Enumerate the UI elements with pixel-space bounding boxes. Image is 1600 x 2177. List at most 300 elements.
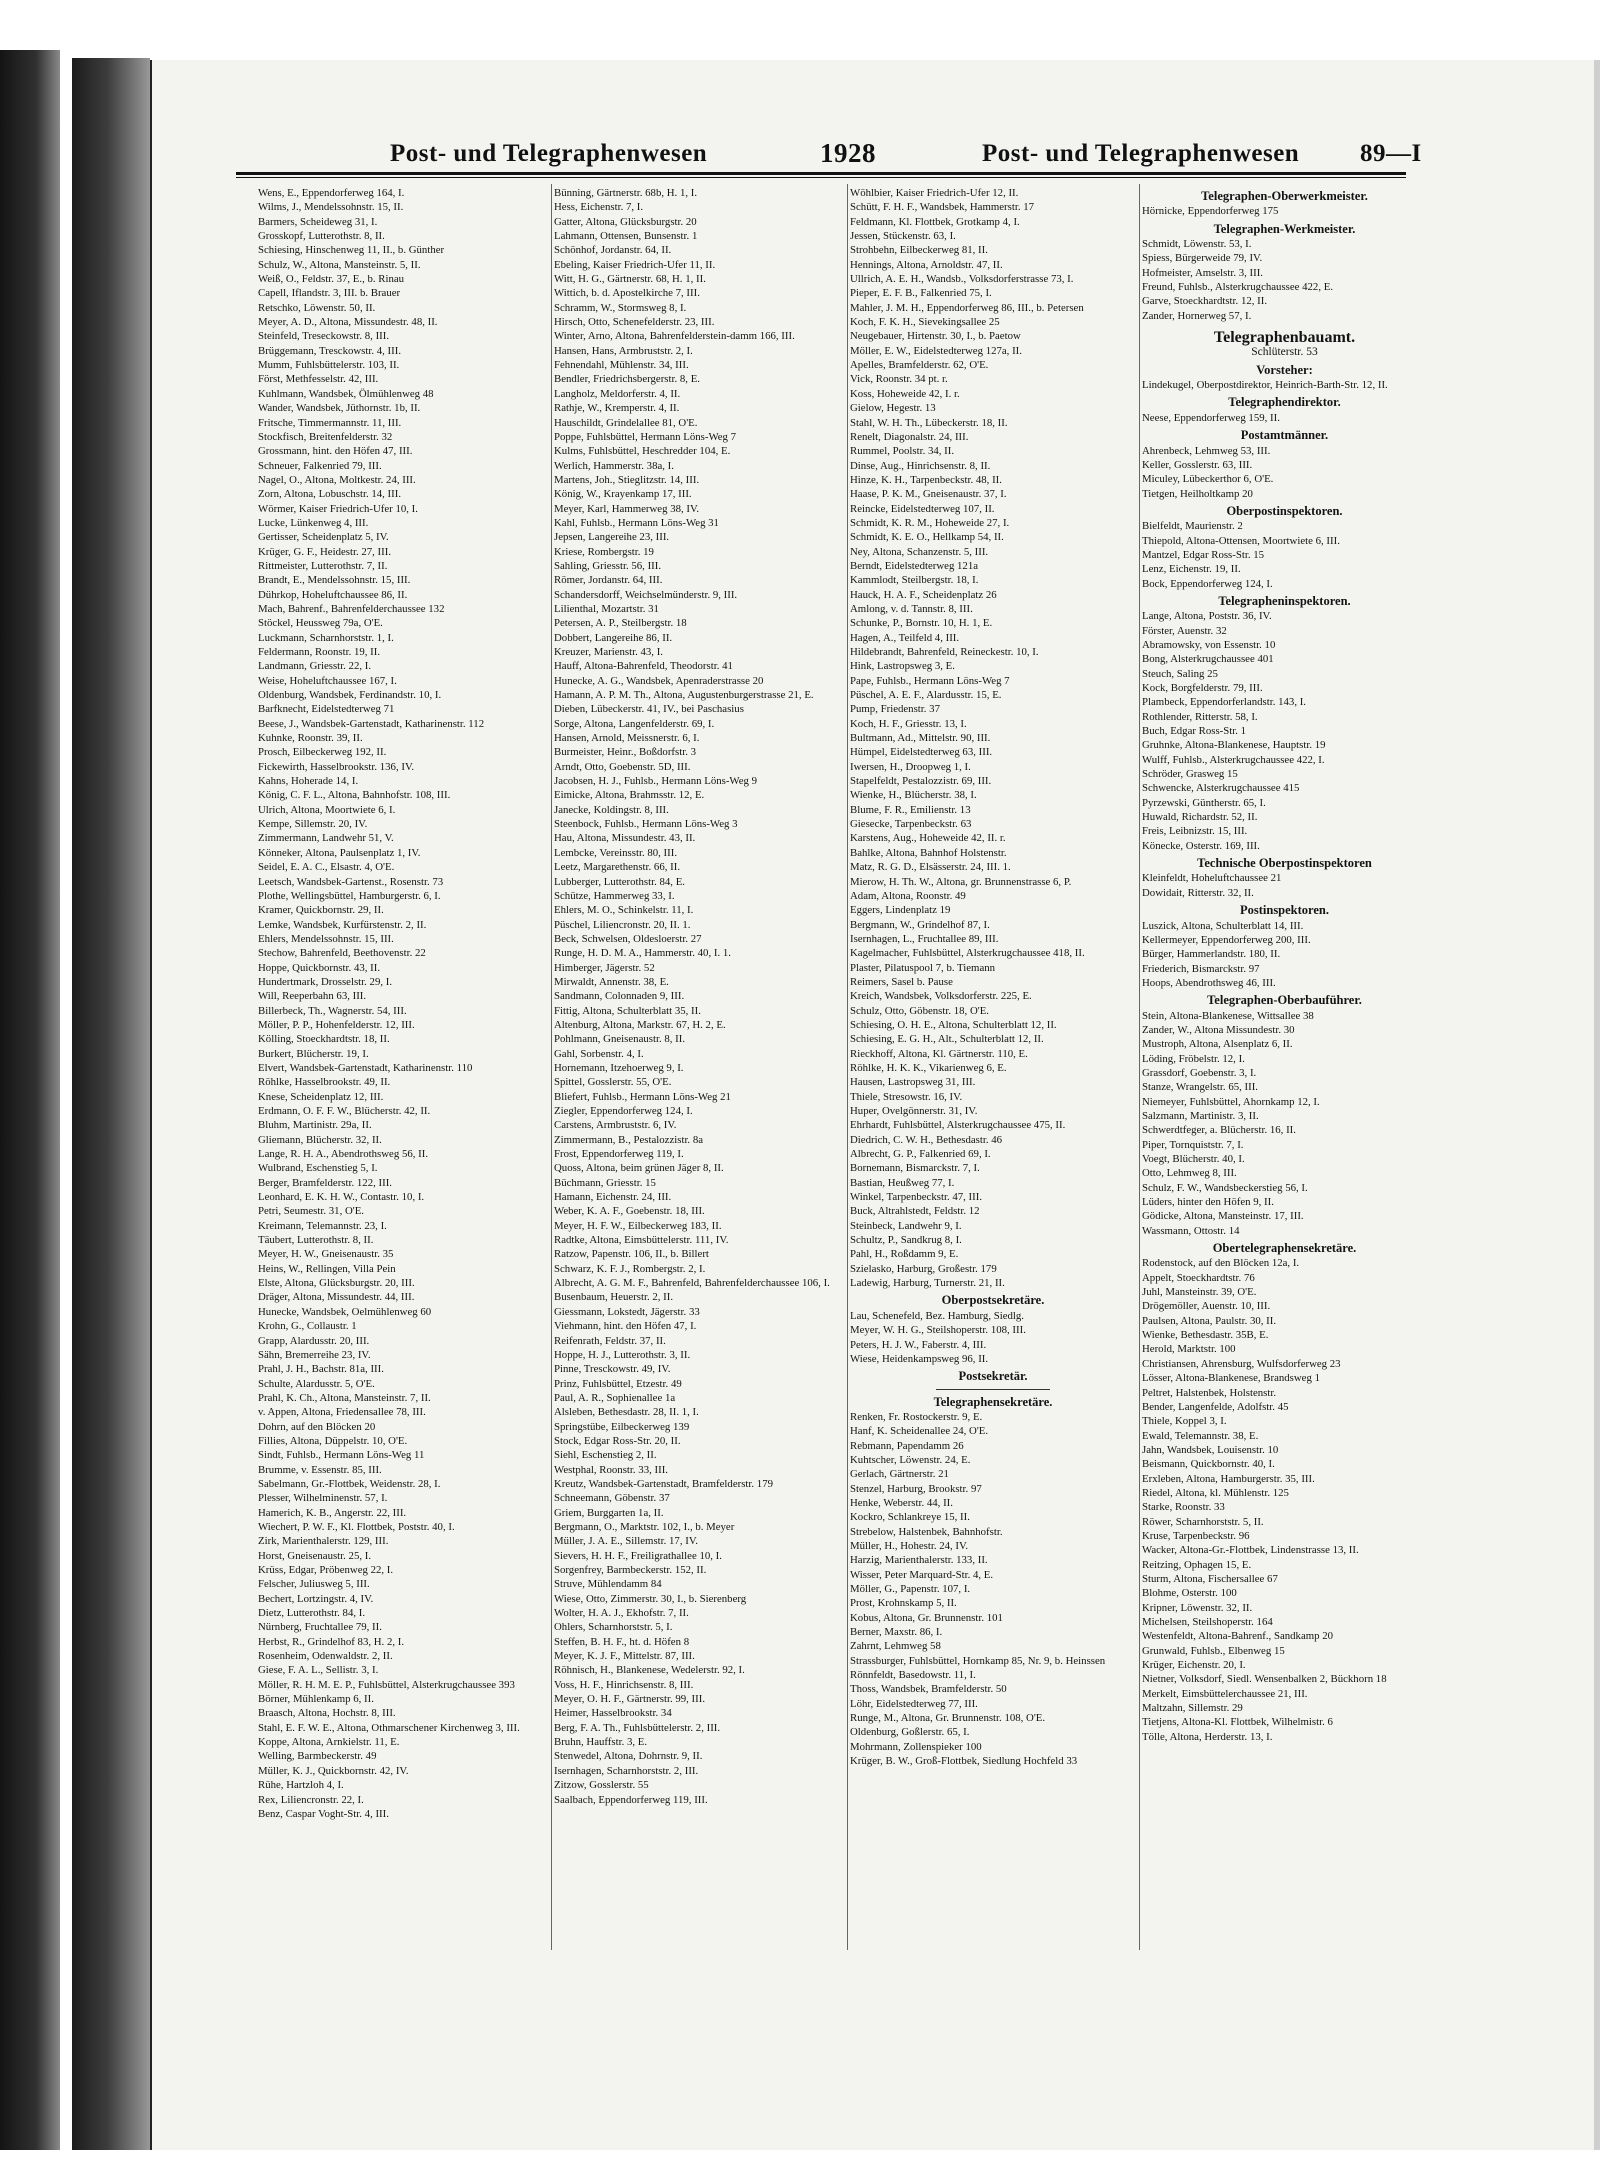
directory-entry: Thiepold, Altona-Ottensen, Moortwiete 6, III. [1142,534,1340,547]
directory-entry: Albrecht, G. P., Falkenried 69, I. [850,1148,991,1161]
directory-entry: Herold, Marktstr. 100 [1142,1343,1236,1356]
directory-entry: Pump, Friedenstr. 37 [850,703,940,716]
directory-column-1 [258,186,548,1966]
directory-entry: Billerbeck, Th., Wagnerstr. 54, III. [258,1004,407,1017]
section-heading: Telegraphendirektor. [1228,395,1341,410]
directory-entry: Grossmann, hint. den Höfen 47, III. [258,445,413,458]
directory-entry: Könecke, Osterstr. 169, III. [1142,839,1260,852]
directory-entry: Diedrich, C. W. H., Bethesdastr. 46 [850,1133,1003,1146]
directory-entry: Runge, M., Altona, Gr. Brunnenstr. 108, O'E. [850,1712,1046,1725]
directory-entry: Thoss, Wandsbek, Bramfelderstr. 50 [850,1683,1007,1696]
directory-entry: Wulff, Fuhlsb., Alsterkrugchaussee 422, I. [1142,753,1325,766]
directory-entry: Brüggemann, Tresckowstr. 4, III. [258,344,402,357]
directory-entry: Christiansen, Ahrensburg, Wulfsdorferweg 23 [1142,1357,1341,1370]
directory-entry: Müller, J. A. E., Sillemstr. 17, IV. [554,1535,698,1548]
directory-entry: Felscher, Juliusweg 5, III. [258,1578,370,1591]
directory-entry: Wienke, Bethesdastr. 35B, E. [1142,1329,1269,1342]
directory-entry: Röhlke, H. K. K., Vikarienweg 6, E. [850,1061,1007,1074]
section-heading: Postinspektoren. [1239,903,1329,918]
directory-entry: Hunecke, Wandsbek, Oelmühlenweg 60 [258,1305,432,1318]
directory-entry: Schmidt, K. R. M., Hoheweide 27, I. [850,516,1010,529]
directory-entry: Löhr, Eidelstedterweg 77, III. [850,1697,978,1710]
directory-entry: Ehlers, Mendelssohnstr. 15, III. [258,932,394,945]
directory-entry: Renken, Fr. Rostockerstr. 9, E. [850,1410,983,1423]
directory-entry: Radtke, Altona, Eimsbüttelerstr. 111, IV. [554,1234,729,1247]
directory-entry: Schulz, Otto, Göbenstr. 18, O'E. [850,1004,989,1017]
directory-entry: Wulbrand, Eschenstieg 5, I. [258,1162,378,1175]
directory-entry: Bong, Alsterkrugchaussee 401 [1142,653,1274,666]
directory-entry: Sorge, Altona, Langenfelderstr. 69, I. [554,717,715,730]
directory-entry: Runge, H. D. M. A., Hammerstr. 40, I. 1. [554,947,731,960]
directory-entry: Jessen, Stückenstr. 63, I. [850,230,956,243]
directory-entry: Seidel, E. A. C., Elsastr. 4, O'E. [258,861,395,874]
directory-entry: Janecke, Koldingstr. 8, III. [554,803,669,816]
directory-entry: Wassmann, Ottostr. 14 [1142,1224,1240,1237]
header-left-title: Post- und Telegraphenwesen [390,140,708,167]
directory-entry: Adam, Altona, Roonstr. 49 [850,889,966,902]
directory-entry: Bock, Eppendorferweg 124, I. [1142,577,1273,590]
directory-entry: Ahrenbeck, Lehmweg 53, III. [1142,444,1271,457]
directory-entry: Zitzow, Gosslerstr. 55 [554,1779,649,1792]
directory-entry: Albrecht, A. G. M. F., Bahrenfeld, Bahrenfelderchaussee 106, I. [554,1277,830,1290]
directory-entry: Prahl, K. Ch., Altona, Mansteinstr. 7, II. [258,1391,431,1404]
directory-entry: Hamann, A. P. M. Th., Altona, Augustenburgerstrasse 21, E. [554,689,814,702]
directory-entry: Bender, Langenfelde, Adolfstr. 45 [1142,1400,1289,1413]
directory-entry: Wörmer, Kaiser Friedrich-Ufer 10, I. [258,502,418,515]
directory-entry: Sandmann, Colonnaden 9, III. [554,990,685,1003]
directory-entry: Krüss, Edgar, Pröbenweg 22, I. [258,1564,394,1576]
directory-entry: Löding, Fröbelstr. 12, I. [1142,1052,1245,1065]
directory-entry: Voss, H. F., Hinrichsenstr. 8, III. [554,1678,694,1691]
directory-entry: Ewald, Telemannstr. 38, E. [1142,1429,1259,1442]
directory-entry: Wisser, Peter Marquard-Str. 4, E. [850,1568,994,1581]
directory-entry: Pahl, H., Roßdamm 9, E. [850,1248,959,1261]
page-shadow [72,58,150,2150]
directory-entry: Koss, Hoheweide 42, I. r. [850,387,960,400]
directory-entry: Kreich, Wandsbek, Volksdorferstr. 225, E. [850,990,1032,1003]
directory-entry: Sahling, Griesstr. 56, III. [554,559,662,572]
directory-entry: Hamann, Eichenstr. 24, III. [554,1191,672,1204]
directory-entry: Nagel, O., Altona, Moltkestr. 24, III. [258,473,416,486]
directory-entry: Amlong, v. d. Tannstr. 8, III. [850,602,973,615]
directory-entry: Iwersen, H., Droopweg 1, I. [850,760,971,773]
directory-entry: Mumm, Fuhlsbüttelerstr. 103, II. [258,359,400,372]
directory-entry: Bürger, Hammerlandstr. 180, II. [1142,948,1281,961]
directory-entry: Kulms, Fuhlsbüttel, Heschredder 104, E. [554,445,731,458]
directory-entry: Peters, H. J. W., Faberstr. 4, III. [850,1338,987,1351]
directory-entry: Leetsch, Wandsbek-Gartenst., Rosenstr. 73 [258,875,444,888]
directory-entry: Dohrn, auf den Blöcken 20 [258,1420,376,1433]
directory-entry: Koch, H. F., Griesstr. 13, I. [850,717,967,730]
directory-entry: Hauck, H. A. F., Scheidenplatz 26 [850,588,997,601]
directory-entry: Retschko, Löwenstr. 50, II. [258,301,376,314]
directory-entry: Heins, W., Rellingen, Villa Pein [258,1262,396,1275]
directory-entry: Stenwedel, Altona, Dohrnstr. 9, II. [554,1750,703,1763]
directory-entry: v. Appen, Altona, Friedensallee 78, III. [258,1406,426,1419]
directory-entry: Erxleben, Altona, Hamburgerstr. 35, III. [1142,1472,1315,1485]
directory-entry: Gliemann, Blücherstr. 32, II. [258,1133,382,1146]
directory-entry: Benz, Caspar Voght-Str. 4, III. [258,1807,389,1820]
directory-entry: Saalbach, Eppendorferweg 119, III. [554,1793,708,1806]
directory-entry: Zander, W., Altona Missundestr. 30 [1142,1023,1295,1036]
directory-entry: Hoppe, Quickbornstr. 43, II. [258,961,381,974]
directory-entry: Eggers, Lindenplatz 19 [850,904,951,917]
directory-entry: Bechert, Lortzingstr. 4, IV. [258,1592,374,1605]
directory-entry: Kölling, Stoeckhardtstr. 18, II. [258,1033,390,1046]
directory-entry: Buch, Edgar Ross-Str. 1 [1142,725,1247,738]
directory-entry: Meyer, W. H. G., Steilshoperstr. 108, III. [850,1324,1026,1337]
directory-entry: Püschel, Liliencronstr. 20, II. 1. [554,918,691,931]
directory-entry: Griem, Burggarten 1a, II. [554,1506,664,1519]
directory-entry: Lüders, hinter den Höfen 9, II. [1142,1196,1274,1209]
directory-entry: Eimicke, Altona, Brahmsstr. 12, E. [554,789,705,802]
directory-entry: Gödicke, Altona, Mansteinstr. 17, III. [1142,1210,1304,1223]
directory-entry: Röhnisch, H., Blankenese, Wedelerstr. 92, I. [554,1664,745,1677]
directory-entry: Grosskopf, Lutterothstr. 8, II. [258,230,385,243]
directory-entry: Pohlmann, Gneisenaustr. 8, II. [554,1033,686,1046]
directory-entry: Nürnberg, Fruchtallee 79, II. [258,1621,382,1634]
directory-entry: Berg, F. A. Th., Fuhlsbüttelerstr. 2, III. [554,1721,721,1734]
directory-entry: Kuhtscher, Löwenstr. 24, E. [850,1453,971,1466]
directory-entry: Ratzow, Papenstr. 106, II., b. Billert [554,1248,709,1261]
directory-entry: Bahlke, Altona, Bahnhof Holstenstr. [850,846,1007,859]
section-heading: Vorsteher: [1256,362,1313,377]
directory-entry: Reifenrath, Feldstr. 37, II. [554,1334,666,1347]
directory-entry: Hoops, Abendrothsweg 46, III. [1142,976,1276,989]
directory-entry: Giessmann, Lokstedt, Jägerstr. 33 [554,1305,700,1318]
directory-entry: Strassburger, Fuhlsbüttel, Hornkamp 85, Nr. 9, b. Heinssen [850,1654,1106,1667]
directory-entry: Wienke, H., Blücherstr. 38, I. [850,789,977,802]
directory-entry: Henke, Weberstr. 44, II. [850,1496,953,1509]
directory-entry: Wens, E., Eppendorferweg 164, I. [258,187,405,199]
directory-entry: Mierow, H. Th. W., Altona, gr. Brunnenstrasse 6, P. [850,875,1072,888]
directory-entry: Spittel, Gosslerstr. 55, O'E. [554,1076,672,1089]
directory-entry: Isernhagen, L., Fruchtallee 89, III. [850,932,999,945]
directory-entry: Dowidait, Ritterstr. 32, II. [1142,886,1254,899]
directory-entry: Först, Methfesselstr. 42, III. [258,373,379,386]
directory-entry: Schwerdtfeger, a. Blücherstr. 16, II. [1142,1124,1296,1137]
directory-entry: Paul, A. R., Sophienallee 1a [554,1391,676,1404]
directory-entry: Sorgenfrey, Barmbeckerstr. 152, II. [554,1564,707,1576]
directory-entry: Poppe, Fuhlsbüttel, Hermann Löns-Weg 7 [554,430,737,443]
directory-entry: Krohn, G., Collaustr. 1 [258,1320,357,1333]
directory-entry: Elvert, Wandsbek-Gartenstadt, Katharinenstr. 110 [258,1061,473,1074]
directory-entry: Bergmann, W., Grindelhof 87, I. [850,918,990,931]
directory-entry: Krüger, B. W., Groß-Flottbek, Siedlung Hochfeld 33 [850,1755,1078,1768]
directory-entry: Bliefert, Fuhlsb., Hermann Löns-Weg 21 [554,1090,731,1103]
directory-entry: Wiechert, P. W. F., Kl. Flottbek, Poststr. 40, I. [258,1520,455,1533]
directory-entry: Ulrich, Altona, Moortwiete 6, I. [258,803,396,816]
directory-entry: Stechow, Bahrenfeld, Beethovenstr. 22 [258,947,426,960]
directory-entry: Kreuzer, Marienstr. 43, I. [554,646,663,658]
directory-entry: Prinz, Fuhlsbüttel, Etzestr. 49 [554,1377,682,1390]
section-heading: Oberpostsekretäre. [941,1293,1045,1308]
header-year: 1928 [820,138,876,168]
directory-entry: Arndt, Otto, Goebenstr. 5D, III. [554,760,691,773]
directory-entry: Alsleben, Bethesdastr. 28, II. 1, I. [554,1406,699,1419]
directory-entry: Schultz, P., Sandkrug 8, I. [850,1234,962,1247]
directory-entry: Abramowsky, von Essenstr. 10 [1142,638,1276,651]
directory-entry: Winter, Arno, Altona, Bahrenfelderstein-damm 166, III. [554,330,795,343]
directory-entry: Berger, Bramfelderstr. 122, III. [258,1176,392,1189]
directory-entry: Elste, Altona, Glücksburgstr. 20, III. [258,1277,415,1290]
directory-entry: Kahl, Fuhlsb., Hermann Löns-Weg 31 [554,516,719,529]
directory-entry: Stein, Altona-Blankenese, Wittsallee 38 [1142,1009,1314,1022]
directory-entry: Mohrmann, Zollenspieker 100 [850,1740,982,1753]
directory-entry: Huper, Ovelgönnerstr. 31, IV. [850,1105,978,1117]
directory-entry: Zimmermann, Landwehr 51, V. [258,832,394,845]
directory-entry: Lange, Altona, Poststr. 36, IV. [1142,610,1272,623]
section-heading: Telegrapheninspektoren. [1218,593,1351,608]
directory-entry: Mirwaldt, Annenstr. 38, E. [554,975,669,988]
section-heading: Technische Oberpostinspektoren [1197,856,1372,871]
directory-entry: Reitzing, Ophagen 15, E. [1142,1558,1252,1571]
directory-entry: Niemeyer, Fuhlsbüttel, Ahornkamp 12, I. [1142,1095,1320,1108]
directory-entry: Werlich, Hammerstr. 38a, I. [554,459,674,472]
directory-entry: Friederich, Bismarckstr. 97 [1142,962,1260,975]
directory-entry: Buck, Altrahlstedt, Feldstr. 12 [850,1205,980,1218]
directory-entry: Voegt, Blücherstr. 40, I. [1142,1153,1245,1165]
directory-entry: Beismann, Quickbornstr. 40, I. [1142,1458,1275,1471]
directory-entry: Capell, Iflandstr. 3, III. b. Brauer [258,287,401,300]
directory-entry: Horst, Gneisenaustr. 25, I. [258,1549,372,1562]
directory-entry: Dieben, Lübeckerstr. 41, IV., bei Paschasius [554,703,744,716]
directory-entry: Bendler, Friedrichsbergerstr. 8, E. [554,373,700,386]
directory-column-3 [850,186,1136,1966]
directory-entry: Wiese, Heidenkampsweg 96, II. [850,1352,989,1365]
directory-entry: Lucke, Lünkenweg 4, III. [258,516,369,529]
directory-entry: Beese, J., Wandsbek-Gartenstadt, Katharinenstr. 112 [258,717,485,730]
directory-entry: Zorn, Altona, Lobuschstr. 14, III. [258,488,402,501]
directory-entry: Hornemann, Itzehoerweg 9, I. [554,1061,684,1074]
directory-entry: Appelt, Stoeckhardtstr. 76 [1142,1271,1255,1284]
directory-entry: Meyer, K. J. F., Mittelstr. 87, III. [554,1650,695,1663]
directory-entry: Viehmann, hint. den Höfen 47, I. [554,1320,697,1333]
directory-entry: Westphal, Roonstr. 33, III. [554,1463,668,1476]
directory-entry: Otto, Lehmweg 8, III. [1142,1167,1237,1180]
directory-entry: Römer, Jordanstr. 64, III. [554,574,663,587]
directory-entry: Börner, Mühlenkamp 6, II. [258,1693,374,1706]
column-divider [1139,184,1140,1950]
directory-entry: Michelsen, Steilshoperstr. 164 [1142,1616,1273,1628]
directory-entry: Grapp, Alardusstr. 20, III. [258,1334,370,1347]
directory-entry: Plothe, Wellingsbüttel, Hamburgerstr. 6, I. [258,889,441,902]
directory-entry: Piper, Tornquiststr. 7, I. [1142,1138,1244,1151]
directory-entry: Springstübe, Eilbeckerweg 139 [554,1420,690,1433]
header-rule [236,172,1406,178]
directory-entry: Lau, Schenefeld, Bez. Hamburg, Siedlg. [850,1309,1025,1322]
directory-entry: Luszick, Altona, Schulterblatt 14, III. [1142,919,1304,932]
directory-entry: Erdmann, O. F. F. W., Blücherstr. 42, II. [258,1105,431,1117]
directory-entry: Stahl, W. H. Th., Lübeckerstr. 18, II. [850,416,1008,429]
directory-entry: Lembcke, Vereinsstr. 80, III. [554,846,678,859]
directory-entry: Meyer, H. W., Gneisenaustr. 35 [258,1248,394,1261]
directory-entry: Röwer, Scharnhorststr. 5, II. [1142,1515,1264,1528]
directory-entry: Ziegler, Eppendorferweg 124, I. [554,1105,693,1117]
directory-entry: Sievers, H. H. F., Freiligrathallee 10, I. [554,1549,722,1562]
directory-entry: Barmers, Scheideweg 31, I. [258,215,378,228]
directory-entry: Langholz, Meldorferstr. 4, II. [554,387,681,400]
directory-entry: Rühe, Hartzloh 4, I. [258,1779,344,1792]
directory-entry: Hofmeister, Amselstr. 3, III. [1142,266,1264,279]
directory-entry: Burmeister, Heinr., Boßdorfstr. 3 [554,746,697,759]
column-divider [551,184,552,1950]
directory-entry: Püschel, A. E. F., Alardusstr. 15, E. [850,689,1002,702]
directory-entry: König, W., Krayenkamp 17, III. [554,488,692,501]
directory-entry: Barfknecht, Eidelstedterweg 71 [258,703,395,716]
directory-entry: Giese, F. A. L., Sellistr. 3, I. [258,1664,379,1677]
directory-entry: Thiele, Stresowstr. 16, IV. [850,1090,963,1103]
directory-entry: Fittig, Altona, Schulterblatt 35, II. [554,1004,701,1017]
directory-entry: Rönnfeldt, Basedowstr. 11, I. [850,1669,976,1682]
directory-entry: Zahrnt, Lehmweg 58 [850,1640,941,1653]
directory-entry: Lubberger, Lutterothstr. 84, E. [554,875,686,888]
directory-entry: Strohbehn, Eilbeckerweg 81, II. [850,244,988,257]
directory-entry: Schiesing, O. H. E., Altona, Schulterblatt 12, II. [850,1018,1057,1031]
directory-entry: Dräger, Altona, Missundestr. 44, III. [258,1291,415,1304]
directory-entry: Weiß, O., Feldstr. 37, E., b. Rinau [258,273,405,286]
directory-entry: Landmann, Griesstr. 22, I. [258,660,372,673]
directory-entry: Ney, Altona, Schanzenstr. 5, III. [850,545,989,558]
directory-entry: Starke, Roonstr. 33 [1142,1501,1225,1514]
directory-entry: Rummel, Poolstr. 34, II. [850,445,955,458]
directory-entry: Brandt, E., Mendelssohnstr. 15, III. [258,574,411,587]
directory-entry: Müller, K. J., Quickbornstr. 42, IV. [258,1764,409,1777]
directory-entry: Wander, Wandsbek, Jüthornstr. 1b, II. [258,402,421,415]
directory-entry: Schunke, P., Bornstr. 10, H. 1, E. [850,617,993,630]
directory-entry: Zimmermann, B., Pestalozzistr. 8a [554,1133,704,1146]
directory-entry: Karstens, Aug., Hoheweide 42, II. r. [850,832,1006,845]
directory-entry: Hansen, Arnold, Meissnerstr. 6, I. [554,732,700,745]
directory-entry: Bruhn, Hauffstr. 3, E. [554,1736,648,1749]
directory-entry: Tietjens, Altona-Kl. Flottbek, Wilhelmistr. 6 [1142,1716,1333,1729]
directory-entry: Weise, Hoheluftchaussee 167, I. [258,674,397,687]
directory-entry: Krüger, G. F., Heidestr. 27, III. [258,545,392,558]
directory-entry: Juhl, Mansteinstr. 39, O'E. [1142,1286,1257,1299]
section-heading: Postsekretär. [958,1369,1028,1384]
directory-entry: Grunwald, Fuhlsb., Elbenweg 15 [1142,1644,1285,1657]
directory-entry: Fehnendahl, Mühlenstr. 34, III. [554,359,689,372]
directory-entry: Hauschildt, Grindelallee 81, O'E. [554,416,698,429]
directory-entry: Westenfeldt, Altona-Bahrenf., Sandkamp 20 [1142,1630,1334,1643]
directory-entry: Ehrhardt, Fuhlsbüttel, Alsterkrugchaussee 475, II. [850,1119,1066,1132]
directory-entry: Hanf, K. Scheidenallee 24, O'E. [850,1425,989,1438]
directory-entry: Kreutz, Wandsbek-Gartenstadt, Bramfelderstr. 179 [554,1477,774,1490]
directory-entry: Stock, Edgar Ross-Str. 20, II. [554,1434,681,1447]
directory-entry: Wolter, H. A. J., Ekhofstr. 7, II. [554,1607,689,1620]
directory-entry: Lilienthal, Mozartstr. 31 [554,602,659,615]
directory-entry: Schneuer, Falkenried 79, III. [258,459,382,472]
directory-entry: Möller, G., Papenstr. 107, I. [850,1583,971,1595]
directory-entry: Kempe, Sillemstr. 20, IV. [258,818,368,831]
book-binding-edge [0,50,60,2150]
directory-entry: Dührkop, Hoheluftchaussee 86, II. [258,588,408,601]
directory-entry: Rittmeister, Lutterothstr. 7, II. [258,559,388,572]
directory-entry: Maltzahn, Sillemstr. 29 [1142,1702,1243,1715]
directory-entry: Will, Reeperbahn 63, III. [258,990,367,1003]
directory-entry: Mach, Bahrenf., Bahrenfelderchaussee 132 [258,602,445,615]
directory-entry: Schönhof, Jordanstr. 64, II. [554,244,672,257]
directory-entry: Quoss, Altona, beim grünen Jäger 8, II. [554,1162,724,1175]
directory-entry: Schramm, W., Stormsweg 8, I. [554,301,687,314]
directory-entry: Steffen, B. H. F., ht. d. Höfen 8 [554,1635,690,1648]
directory-entry: Strebelow, Halstenbek, Bahnhofstr. [850,1525,1003,1538]
directory-entry: Kriese, Rombergstr. 19 [554,545,654,558]
directory-entry: Hundertmark, Drosselstr. 29, I. [258,975,393,988]
directory-entry: Hess, Eichenstr. 7, I. [554,201,644,214]
directory-entry: Schwencke, Alsterkrugchaussee 415 [1142,782,1300,795]
directory-entry: Prost, Krohnskamp 5, II. [850,1597,957,1610]
directory-entry: Kramer, Quickbornstr. 29, II. [258,904,384,917]
directory-entry: Bünning, Gärtnerstr. 68b, H. 1, I. [554,187,698,199]
directory-entry: Kahns, Hoherade 14, I. [258,775,359,788]
directory-entry: Merkelt, Eimsbüttelerchaussee 21, III. [1142,1687,1308,1700]
directory-entry: Lindekugel, Oberpostdirektor, Heinrich-Barth-Str. 12, II. [1142,379,1388,392]
section-rule [936,1389,1050,1390]
directory-entry: Hamerich, K. B., Angerstr. 22, III. [258,1506,407,1519]
directory-entry: Hau, Altona, Missundestr. 43, II. [554,832,696,845]
directory-entry: Berner, Maxstr. 86, I. [850,1626,943,1639]
directory-entry: Schandersdorff, Weichselmünderstr. 9, III. [554,588,738,601]
directory-entry: Braasch, Altona, Hochstr. 8, III. [258,1707,396,1720]
directory-entry: Bornemann, Bismarckstr. 7, I. [850,1162,980,1175]
directory-entry: Hörnicke, Eppendorferweg 175 [1142,205,1279,218]
directory-entry: Giesecke, Tarpenbeckstr. 63 [850,818,972,831]
directory-entry: Gerlach, Gärtnerstr. 21 [850,1468,949,1481]
directory-entry: Freund, Fuhlsb., Alsterkrugchaussee 422, E. [1142,281,1334,294]
directory-entry: Thiele, Koppel 3, I. [1142,1415,1227,1428]
directory-entry: Stockfisch, Breitenfelderstr. 32 [258,430,393,443]
directory-entry: Hink, Lastropsweg 3, E. [850,660,955,673]
directory-entry: Schmidt, K. E. O., Hellkamp 54, II. [850,531,1004,544]
directory-entry: Schulte, Alardusstr. 5, O'E. [258,1377,375,1390]
directory-entry: Leetz, Margarethenstr. 66, II. [554,861,681,874]
directory-entry: Kuhlmann, Wandsbek, Ölmühlenweg 48 [258,387,434,400]
directory-entry: Plesser, Wilhelminenstr. 57, I. [258,1492,388,1505]
directory-entry: Schulz, W., Altona, Mansteinstr. 5, II. [258,258,421,271]
directory-entry: Dietz, Lutterothstr. 84, I. [258,1607,366,1620]
directory-entry: Täubert, Lutterothstr. 8, II. [258,1234,374,1247]
directory-entry: Struve, Mühlendamm 84 [554,1578,662,1591]
directory-entry: Martens, Joh., Stieglitzstr. 14, III. [554,473,700,486]
directory-entry: Steinfeld, Treseckowstr. 8, III. [258,330,390,343]
directory-entry: Heimer, Hasselbrookstr. 34 [554,1707,672,1720]
directory-entry: Schröder, Grasweg 15 [1142,768,1238,781]
directory-entry: Hauff, Altona-Bahrenfeld, Theodorstr. 41 [554,660,733,673]
section-heading: Obertelegraphensekretäre. [1212,1241,1357,1256]
directory-entry: Fillies, Altona, Düppelstr. 10, O'E. [258,1434,408,1447]
directory-entry: Tietgen, Heilholtkamp 20 [1142,487,1253,500]
directory-entry: Reincke, Eidelstedterweg 107, II. [850,502,995,515]
directory-entry: Carstens, Armbruststr. 6, IV. [554,1119,677,1132]
directory-entry: Winkel, Tarpenbeckstr. 47, III. [850,1191,983,1204]
directory-entry: Röhlke, Hasselbrookstr. 49, II. [258,1076,391,1089]
directory-entry: Kockro, Schlankreye 15, II. [850,1511,970,1524]
directory-entry: Krüger, Eichenstr. 20, I. [1142,1659,1246,1672]
directory-entry: Ullrich, A. E. H., Wandsb., Volksdorferstrasse 73, I. [850,273,1074,286]
directory-entry: Ladewig, Harburg, Turnerstr. 21, II. [850,1277,1005,1290]
directory-entry: Pinne, Tresckowstr. 49, IV. [554,1363,671,1376]
directory-entry: Plaster, Pilatuspool 7, b. Tiemann [850,961,996,974]
directory-entry: Wiese, Otto, Zimmerstr. 30, I., b. Sierenberg [554,1592,747,1605]
directory-entry: Steenbock, Fuhlsb., Hermann Löns-Weg 3 [554,818,738,831]
directory-entry: Mahler, J. M. H., Eppendorferweg 86, III., b. Petersen [850,301,1084,314]
directory-entry: Petersen, A. P., Steilbergstr. 18 [554,617,687,630]
directory-entry: Meyer, A. D., Altona, Missundestr. 48, II. [258,316,438,329]
header-right-title: Post- und Telegraphenwesen [982,140,1300,167]
directory-entry: Knese, Scheidenplatz 12, III. [258,1090,384,1103]
directory-entry: Stapelfeldt, Pestalozzistr. 69, III. [850,775,992,788]
